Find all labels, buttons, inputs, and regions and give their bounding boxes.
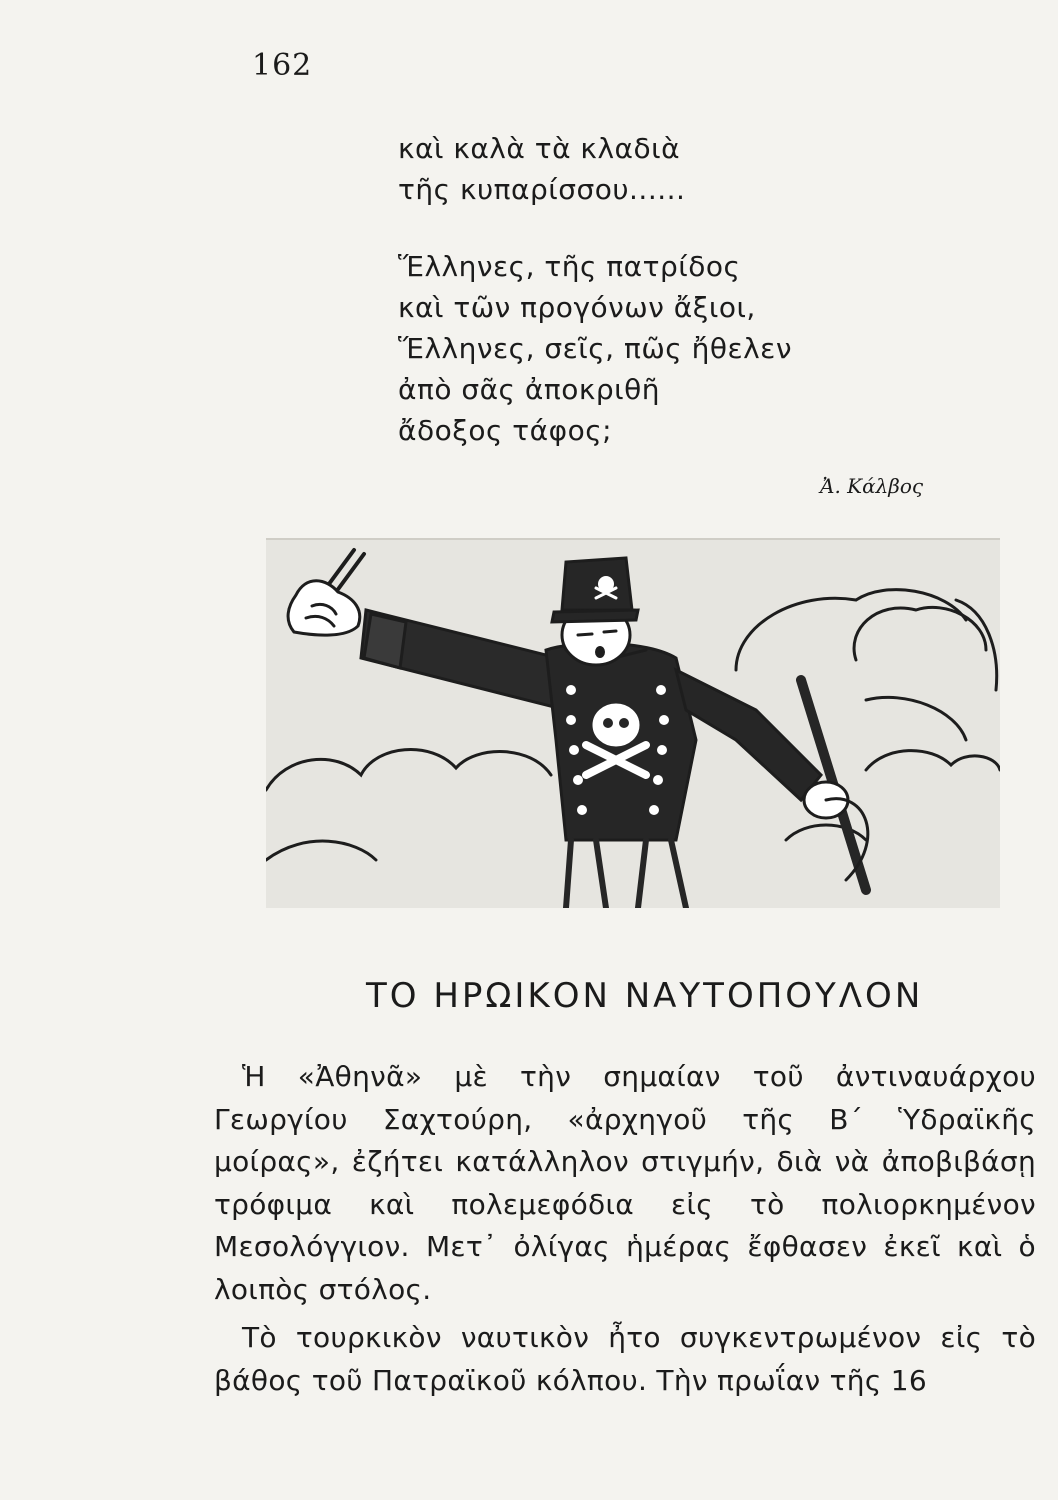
poem-line: Ἕλληνες, τῆς πατρίδος	[398, 250, 741, 283]
poem-line: καὶ τῶν προγόνων ἄξιοι,	[398, 291, 756, 324]
poem-stanza-2	[398, 246, 958, 451]
story-text	[214, 1056, 1036, 1402]
poem-line: καὶ καλὰ τὰ κλαδιὰ	[398, 132, 681, 165]
poem	[398, 128, 958, 451]
poem-stanza-1	[398, 128, 958, 210]
story-paragraph: Τὸ τουρκικὸν ναυτικὸν ἦτο συγκεντρωμένον εἰς τὸ βάθος τοῦ Πατραϊκοῦ κόλπου. Τὴν πρωΐαν τῆς 16	[214, 1321, 1036, 1397]
poem-line: τῆς κυπαρίσσου......	[398, 173, 686, 206]
poem-line: ἄδοξος τάφος;	[398, 414, 613, 447]
poem-line: Ἕλληνες, σεῖς, πῶς ἤθελεν	[398, 332, 792, 365]
story-paragraph: Ἡ «Ἀθηνᾶ» μὲ τὴν σημαίαν τοῦ ἀντιναυάρχου Γεωργίου Σαχτούρη, «ἀρχηγοῦ τῆς Β΄ Ὑδραϊκῆς μοίρας», ἐζήτει κατάλληλον στιγμήν, διὰ νὰ ἀποβιβάσῃ τρόφιμα καὶ πολεμεφόδια εἰς τὸ πολιορκημένον Μεσολόγγιον. Μετ᾿ ὀλίγας ἡμέρας ἔφθασεν ἐκεῖ καὶ ὁ λοιπὸς στόλος.	[214, 1060, 1036, 1306]
poem-author: Ἀ. Κάλβος	[820, 474, 924, 498]
sailor-with-sword-illustration	[266, 538, 1000, 908]
story-title: ΤΟ ΗΡΩΙΚΟΝ ΝΑΥΤΟΠΟΥΛΟΝ	[366, 976, 924, 1016]
page-number: 162	[252, 48, 313, 83]
poem-line: ἀπὸ σᾶς ἀποκριθῆ	[398, 373, 660, 406]
